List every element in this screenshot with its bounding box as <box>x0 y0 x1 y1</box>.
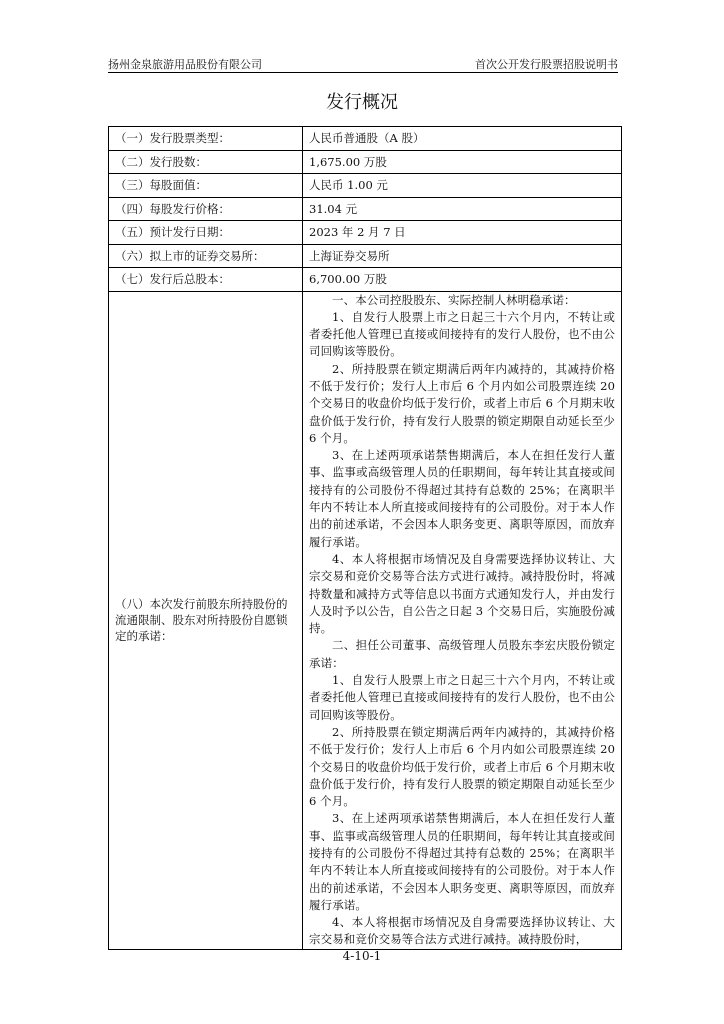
promise-paragraph: 4、本人将根据市场情况及自身需要选择协议转让、大宗交易和竞价交易等合法方式进行减持。减持股份时，将减持数量和减持方式等信息以书面方式通知发行人，并由发行人及时予以公告，自公告之日起 3 个交易日后，实施股份减持。 <box>309 551 615 636</box>
row-label: （六）拟上市的证券交易所： <box>109 244 303 268</box>
promise-paragraph: 2、所持股票在锁定期满后两年内减持的，其减持价格不低于发行价；发行人上市后 6 个月内如公司股票连续 20 个交易日的收盘价均低于发行价，或者上市后 6 个月期末收盘价低于发行价，持有发行人股票的锁定期限自动延长至少 6 个月。 <box>309 361 615 445</box>
table-row <box>109 174 622 198</box>
promise-paragraph: 3、在上述两项承诺禁售期满后，本人在担任发行人董事、监事或高级管理人员的任职期间，每年转让其直接或间接持有的公司股份不得超过其持有总数的 25%；在离职半年内不转让本人所直接或间接持有的公司股份。对于本人作出的前述承诺，不会因本人职务变更、离职等原因，而放弃履行承诺。 <box>309 811 615 912</box>
promise-paragraph: 3、在上述两项承诺禁售期满后，本人在担任发行人董事、监事或高级管理人员的任职期间，每年转让其直接或间接持有的公司股份不得超过其持有总数的 25%；在离职半年内不转让本人所直接或间接持有的公司股份。对于本人作出的前述承诺，不会因本人职务变更、离职等原因，而放弃履行承诺。 <box>309 448 615 549</box>
row-value: 上海证券交易所 <box>303 244 622 268</box>
promise-label: （八）本次发行前股东所持股份的流通限制、股东对所持股份自愿锁定的承诺： <box>109 291 303 949</box>
row-label: （一）发行股票类型： <box>109 127 303 151</box>
row-value: 1,675.00 万股 <box>303 150 622 174</box>
page-title: 发行概况 <box>326 92 398 113</box>
header-document-name: 首次公开发行股票招股说明书 <box>475 58 618 71</box>
table-row <box>109 197 622 221</box>
header-company-name: 扬州金泉旅游用品股份有限公司 <box>108 58 262 71</box>
row-label: （五）预计发行日期： <box>109 221 303 245</box>
promise-paragraph: 二、担任公司董事、高级管理人员股东李宏庆股份锁定承诺： <box>309 638 615 670</box>
promise-paragraph: 2、所持股票在锁定期满后两年内减持的，其减持价格不低于发行价；发行人上市后 6 个月内如公司股票连续 20 个交易日的收盘价均低于发行价，或者上市后 6 个月期末收盘价低于发行价，持有发行人股票的锁定期限自动延长至少 6 个月。 <box>309 724 615 809</box>
row-label: （三）每股面值： <box>109 174 303 198</box>
table-row <box>109 221 622 245</box>
table-row <box>109 268 622 292</box>
table-row-lockup-promise <box>109 291 622 949</box>
page-header <box>108 54 618 73</box>
promise-paragraph: 1、自发行人股票上市之日起三十六个月内，不转让或者委托他人管理已直接或间接持有的发行人股份，也不由公司回购该等股份。 <box>309 309 615 359</box>
table-row <box>109 127 622 151</box>
issuance-summary-table <box>108 126 622 950</box>
promise-paragraph: 1、自发行人股票上市之日起三十六个月内，不转让或者委托他人管理已直接或间接持有的发行人股份，也不由公司回购该等股份。 <box>309 673 615 722</box>
row-value: 6,700.00 万股 <box>303 268 622 292</box>
row-value: 31.04 元 <box>303 197 622 221</box>
row-label: （七）发行后总股本： <box>109 268 303 292</box>
row-value: 2023 年 2 月 7 日 <box>303 221 622 245</box>
page-number: 4-10-1 <box>342 949 382 963</box>
row-label: （二）发行股数： <box>109 150 303 174</box>
row-value: 人民币 1.00 元 <box>303 174 622 198</box>
row-value: 人民币普通股（A 股） <box>303 127 622 151</box>
promise-paragraph: 一、本公司控股股东、实际控制人林明稳承诺： <box>332 292 576 307</box>
table-row <box>109 244 622 268</box>
row-label: （四）每股发行价格： <box>109 197 303 221</box>
table-row <box>109 150 622 174</box>
promise-body <box>303 291 622 949</box>
promise-paragraph: 4、本人将根据市场情况及自身需要选择协议转让、大宗交易和竞价交易等合法方式进行减持。减持股份时， <box>309 915 615 947</box>
